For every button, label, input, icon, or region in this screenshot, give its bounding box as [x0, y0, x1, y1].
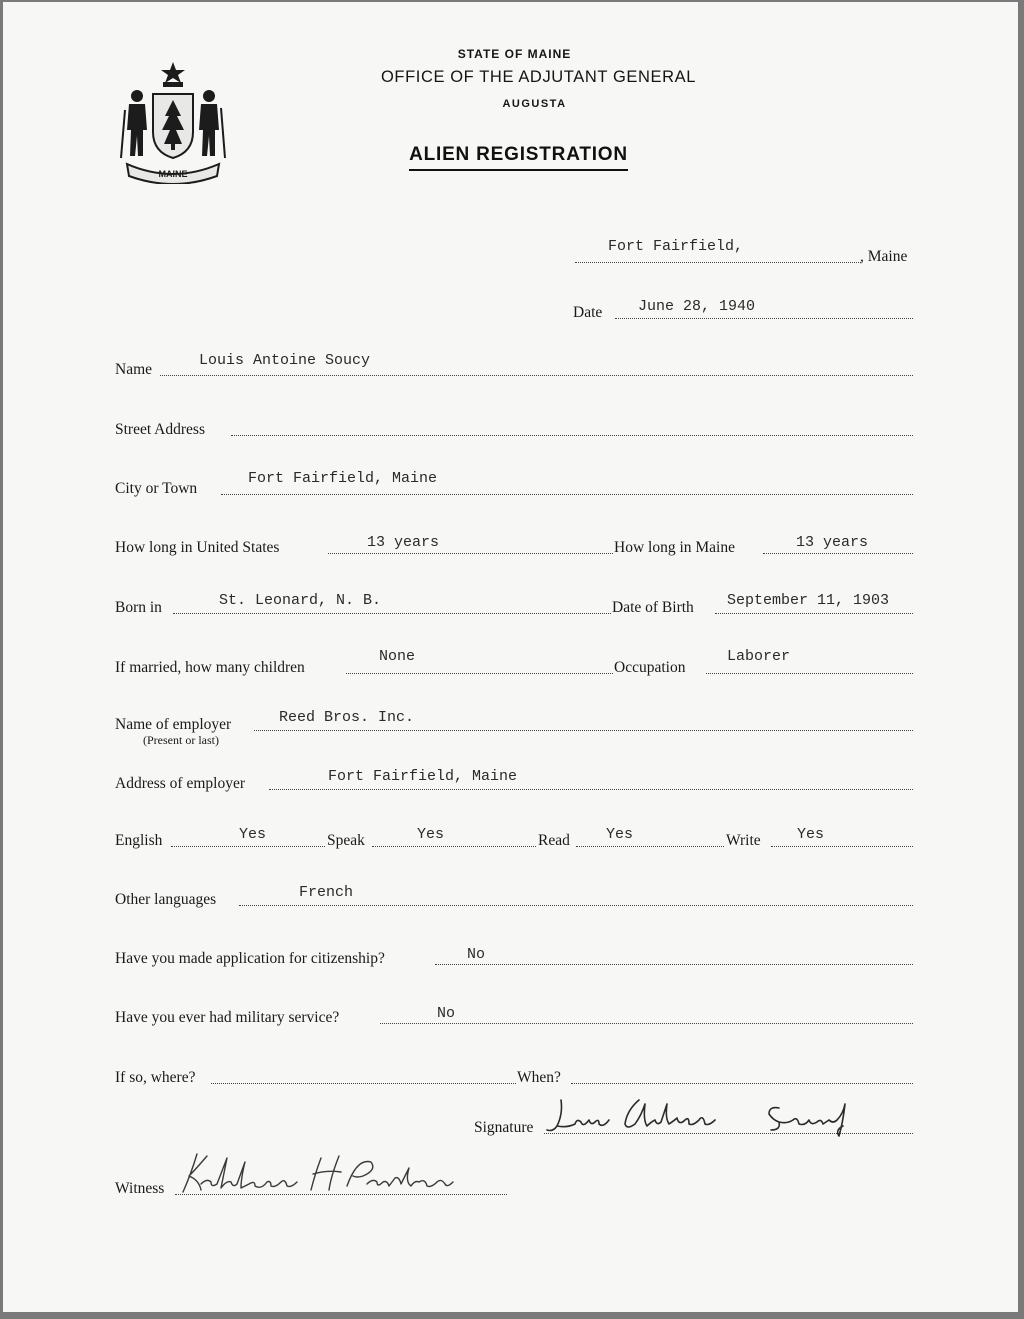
witness-handwriting	[171, 1148, 471, 1200]
read-line	[576, 846, 724, 847]
us-duration-line	[328, 553, 613, 554]
employer-address-line	[269, 789, 913, 790]
speak-line	[372, 846, 536, 847]
english-value: Yes	[239, 826, 267, 843]
place-value: Fort Fairfield,	[608, 238, 744, 255]
english-label: English	[115, 832, 163, 849]
employer-value: Reed Bros. Inc.	[279, 709, 415, 726]
maine-duration-line	[763, 553, 913, 554]
name-label: Name	[115, 361, 153, 378]
form-title: ALIEN REGISTRATION	[409, 144, 628, 171]
when-line	[571, 1083, 913, 1084]
office-heading: OFFICE OF THE ADJUTANT GENERAL	[380, 68, 697, 86]
read-value: Yes	[606, 826, 634, 843]
employer-address-value: Fort Fairfield, Maine	[328, 768, 518, 785]
date-label: Date	[573, 304, 603, 321]
citizenship-line	[435, 964, 913, 965]
where-line	[211, 1083, 516, 1084]
occupation-label: Occupation	[614, 659, 686, 676]
city-value: Fort Fairfield, Maine	[248, 470, 438, 487]
employer-label: Name of employer	[115, 716, 232, 733]
employer-address-label: Address of employer	[115, 775, 245, 792]
employer-line	[254, 730, 913, 731]
when-label: When?	[517, 1069, 561, 1086]
children-label: If married, how many children	[115, 659, 305, 676]
other-languages-value: French	[299, 884, 354, 901]
us-duration-label: How long in United States	[115, 539, 280, 556]
occupation-line	[706, 673, 913, 674]
write-line	[771, 846, 913, 847]
place-line	[575, 262, 861, 263]
registration-form-page	[3, 2, 1018, 1312]
born-value: St. Leonard, N. B.	[219, 592, 382, 609]
maine-duration-label: How long in Maine	[614, 539, 735, 556]
employer-note: (Present or last)	[143, 733, 219, 747]
english-line	[171, 846, 325, 847]
dob-label: Date of Birth	[612, 599, 694, 616]
dob-line	[715, 613, 913, 614]
city-label: City or Town	[115, 480, 198, 497]
date-value: June 28, 1940	[638, 298, 756, 315]
street-address-line	[231, 435, 913, 436]
born-label: Born in	[115, 599, 162, 616]
witness-label: Witness	[115, 1180, 165, 1197]
street-address-label: Street Address	[115, 421, 205, 438]
children-value: None	[379, 648, 416, 665]
children-line	[346, 673, 613, 674]
other-languages-label: Other languages	[115, 891, 217, 908]
date-line	[615, 318, 913, 319]
signature-label: Signature	[474, 1119, 534, 1136]
speak-value: Yes	[417, 826, 445, 843]
occupation-value: Laborer	[727, 648, 791, 665]
write-label: Write	[726, 832, 761, 849]
state-heading: STATE OF MAINE	[457, 47, 572, 61]
military-label: Have you ever had military service?	[115, 1009, 340, 1026]
seal-text: MAINE	[158, 169, 188, 179]
citizenship-label: Have you made application for citizenship?	[115, 950, 385, 967]
place-suffix: , Maine	[860, 248, 908, 265]
other-languages-line	[239, 905, 913, 906]
maine-duration-value: 13 years	[796, 534, 869, 551]
name-line	[160, 375, 913, 376]
write-value: Yes	[797, 826, 825, 843]
military-value: No	[437, 1005, 456, 1022]
city-heading: AUGUSTA	[502, 98, 567, 110]
city-line	[221, 494, 913, 495]
where-label: If so, where?	[115, 1069, 196, 1086]
us-duration-value: 13 years	[367, 534, 440, 551]
military-line	[380, 1023, 913, 1024]
read-label: Read	[538, 832, 570, 849]
speak-label: Speak	[327, 832, 365, 849]
citizenship-value: No	[467, 946, 486, 963]
signature-handwriting	[543, 1090, 863, 1142]
name-value: Louis Antoine Soucy	[199, 352, 371, 369]
born-line	[173, 613, 611, 614]
dob-value: September 11, 1903	[727, 592, 890, 609]
